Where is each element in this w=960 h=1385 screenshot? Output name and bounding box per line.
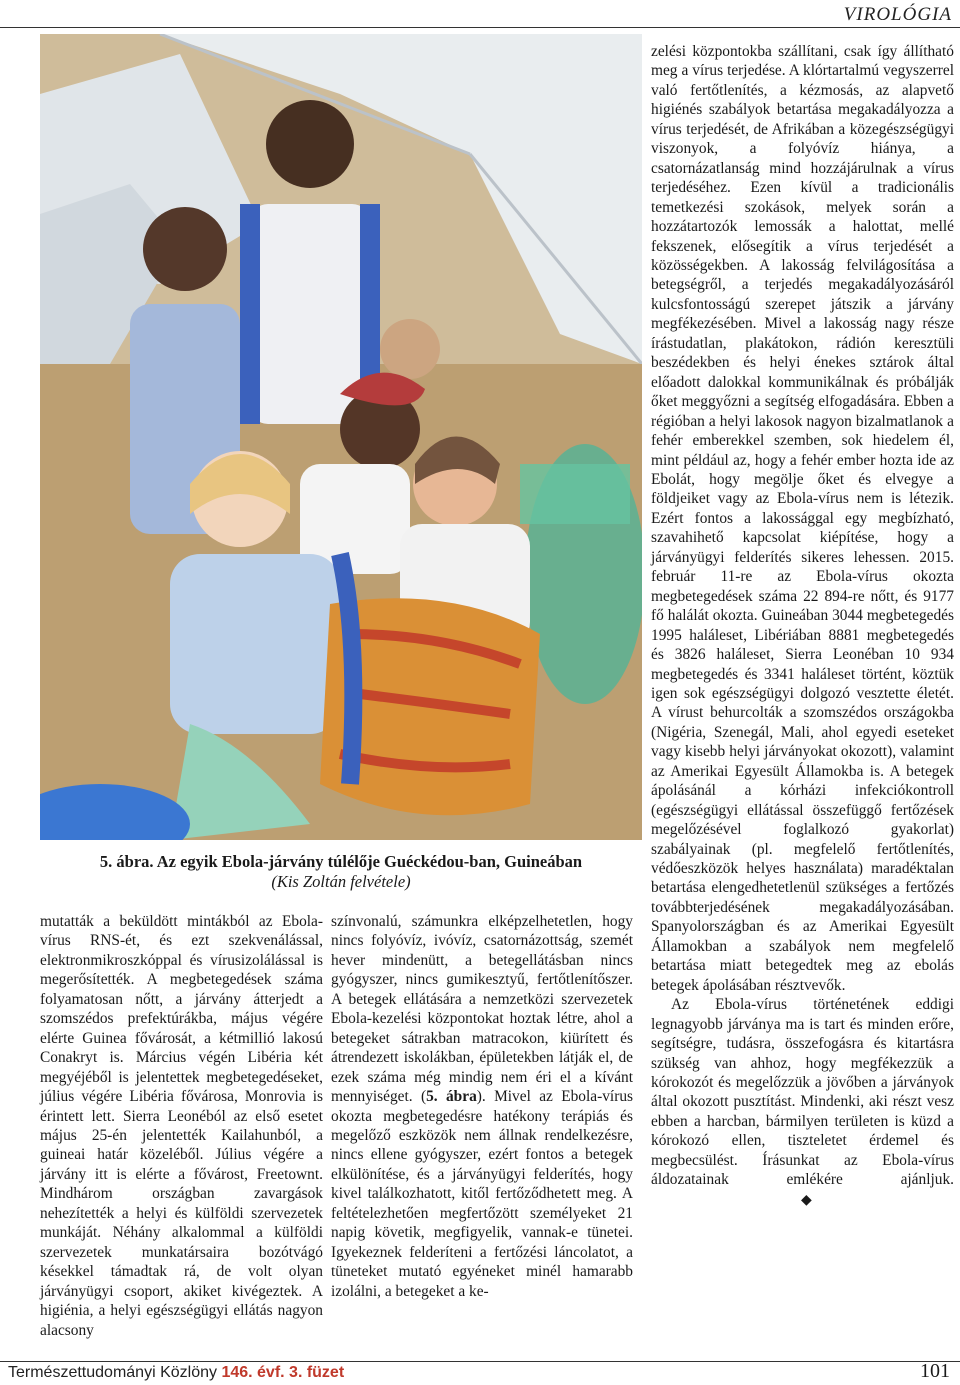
section-title: VIROLÓGIA xyxy=(843,4,952,25)
figure-photo xyxy=(40,34,642,840)
page-number: 101 xyxy=(920,1360,950,1382)
end-mark-icon: ◆ xyxy=(801,1192,812,1208)
paragraph: zelési központokba szállítani, csak így állítható meg a vírus terjedése. A klórtartalmú vegyszerrel való fertőtlenítés, a kézmosás, az alapvető higiénés szabályok betartása megakadályozza a vírus terjedését, de Afrikában a közegészségügyi viszonyok, a folyóvíz hiánya, a csatornázatlanság mind hozzájárulnak a vírus terjedéséhez. Ezen kívül a tradicionális temetkezési szokások, melyek során a hozzátartozók lemossák a halottat, mellé fekszenek, elősegítik a vírus terjedését a közösségekben. A lakosság felvilágosítása a betegségről, a terjedés megakadályozásáról kulcsfontosságú szerepet játszik a járvány megfékezésében. Mivel a lakosság nagy része írástudatlan, plakátokon, rádión keresztüli beszédekben és helyi énekes sztárok által előadott dalokkal kommunikálnak és próbálják őket meggyőzni a segítség elfogadására. Ebben a régióban a helyi lakosok nagyon bizalmatlanok a fehér emberekkel szemben, sok hiedelem él, mint például az, hogy a fehér ember hozta ide az Ebolát, hogy megölje őket és elvegye a földjeiket vagy az Ebola-vírus nem is létezik. Ezért fontos a lakossággal egy megbízható, szavahihető kapcsolat kiépítése, hogy a járványügyi felderítés sikeres lehessen. 2015. február 11-re az Ebola-vírus okozta megbetegedések száma 22 894-re nőtt, és 9177 fő halálát okozta. Guineában 3044 megbetegedés 1995 haláleset, Libériában 8881 megbetegedés és 3826 haláleset, Sierra Leonéban 10 934 megbetegedés és 3341 haláleset történt, köztük igen sok egészségügyi dolgozó vesztette életét. A vírust behurcolták a szomszédos országokba (Nigéria, Szenegál, Mali, ahol egyedi eseteket vagy kisebb helyi járványokat okozott), valamint az Amerikai Egyesült Államokba is. A betegek ápolásánál a kórházi infekciókontroll (egészségügyi ellátással összefüggő fertőzések megelőzésével foglalkozó gyakorlat) szabályainak (pl. megfelelő fertőtlenítés, védőeszközök helyes használata) maradéktalan betartása elengedhetetlenül szükséges a fertőzés továbbterjedésének megakadályozásában. Spanyolországban és az Amerikai Egyesült Államokban a szabályok nem megfelelő betartása miatt betegedtek meg az ebolás betegek ápolásában résztvevők. xyxy=(651,43,954,994)
figure-caption-title: 5. ábra. Az egyik Ebola-járvány túlélője Guéckédou-ban, Guineában xyxy=(99,852,583,871)
header-rule xyxy=(0,27,960,28)
paragraph-text: Az Ebola-vírus történetének eddigi legnagyobb járványa ma is tart és minden erőre, segítségre, tudásra, összefogásra és kitartásra szükség van ahhoz, hogy megfékezzük a kórokozót és megelőzzük a jövőben a járványok által okozott pusztítást. Mindenki, aki részt vesz ebben a harcban, bármilyen területen is küzd a kórokozó ellen, tiszteletet érdemel és megbecsülést. Írásunkat az Ebola-vírus áldozatainak emlékére ajánljuk. xyxy=(651,996,954,1189)
paragraph xyxy=(651,995,954,1210)
figure-reference: 5. ábra xyxy=(426,1088,477,1106)
paragraph-text: ). Mivel az Ebola-vírus okozta megbetegedésre hatékony terápiás és megelőző eszközök nem állnak rendelkezésre, nincs ellene gyógyszer, ezért fontos a betegek elkülönítése, és a járványügyi felderítés, hogy kivel találkozhatott, kitől fertőződhetett meg. A feltételezhetően megfertőzött személyeket 21 napig követik, megfigyelik, vannak-e tünetei. Igyekeznek felderíteni a fertőzési láncolatot, a tüneteket mutató egyéneket minél hamarabb izolálni, a betegeket a ke- xyxy=(331,1088,633,1300)
footer-rule xyxy=(0,1361,960,1362)
paragraph-text: színvonalú, számunkra elképzelhetetlen, hogy nincs folyóvíz, ivóvíz, csatornázottság, szemét hever mindenütt, a betegellátásban nincs gyógyszer, nincs gumikesztyű, fertőtlenítőszer. A betegek ellátására a nemzetközi szervezetek Ebola-kezelési központokat hoztak létre, ahol a betegeket sátrakban matracokon, kiürített és átrendezett iskolákban, épületekben látják el, de ezek száma még mindig nem éri el a kívánt mennyiséget. ( xyxy=(331,913,633,1106)
footer-journal xyxy=(8,1364,344,1382)
text-column-middle xyxy=(331,912,633,1301)
journal-issue: 146. évf. 3. füzet xyxy=(221,1364,345,1381)
figure-caption-credit: (Kis Zoltán felvétele) xyxy=(271,872,411,891)
paragraph: mutatták a beküldött mintákból az Ebola-vírus RNS-ét, és ezt szekvenálással, elektronmikroszkóppal és vírusizolálással is megerősítették. A megbetegedések száma folyamatosan nőtt, a járvány átterjedt a szomszédos prefektúrákba, május végére elérte Guinea fővárosát, a kétmillió lakosú Conakryt is. Március végén Libéria két megyéjéből is jelentettek megbetegedéseket, július végére Libéria fővárosa, Monrovia is érintett lett. Sierra Leonéból az első esetet május 25-én jelentették Kailahunból, a guineai határ közeléből. Július végére a járvány itt is elérte a fővárost, Freetownt. Mindhárom országban zavargások nehezítették a helyi és külföldi szervezetek munkáját. Néhány alkalommal a külföldi szervezetek munkatársaira bozótvágó késekkel támadtak rá, de volt olyan járványügyi csoport, akiket kivégeztek. A higiénia, a helyi egészségügyi ellátás nagyon alacsony xyxy=(40,913,323,1339)
journal-name: Természettudományi Közlöny xyxy=(8,1364,217,1381)
figure-caption xyxy=(40,852,642,892)
photo-illustration xyxy=(40,34,642,840)
text-column-left xyxy=(40,912,323,1340)
text-column-right xyxy=(651,42,954,1210)
paragraph xyxy=(331,912,633,1301)
